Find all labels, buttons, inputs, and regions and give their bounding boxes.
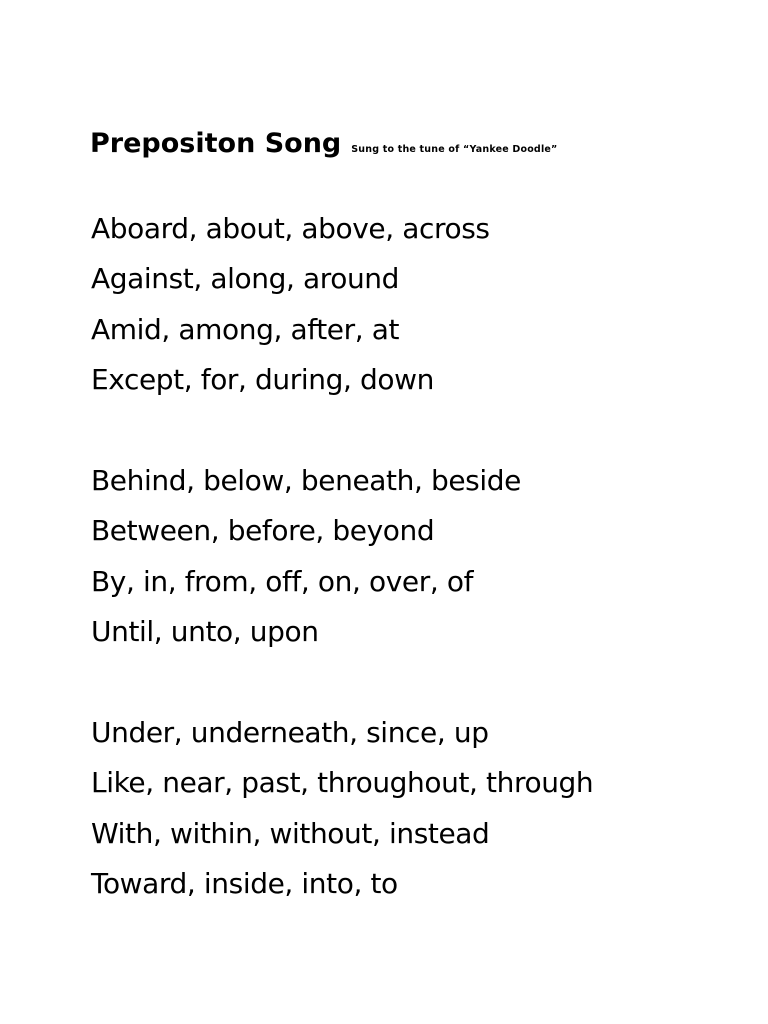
lyric-line: Against, along, around [91, 262, 400, 296]
lyric-line: Aboard, about, above, across [91, 212, 490, 245]
lyric-line: Under, underneath, since, up [91, 715, 489, 749]
stanza-3 [91, 710, 593, 912]
stanza-divider [91, 660, 593, 710]
page-title: Prepositon Song [90, 128, 342, 159]
lyric-line: With, within, without, instead [91, 816, 490, 850]
stanza-2 [91, 458, 593, 660]
lyric-line: Except, for, during, down [91, 363, 434, 397]
lyric-line: By, in, from, off, on, over, of [91, 564, 474, 598]
stanza-divider [91, 408, 593, 458]
lyric-line: Amid, among, after, at [91, 312, 400, 346]
title-row [90, 128, 557, 159]
lyric-line: Between, before, beyond [91, 514, 435, 548]
lyric-line: Toward, inside, into, to [91, 867, 398, 901]
lyric-line: Until, unto, upon [91, 615, 319, 649]
lyrics [91, 206, 593, 911]
lyric-line: Like, near, past, throughout, through [91, 766, 594, 800]
stanza-1 [91, 206, 593, 408]
page-subtitle: Sung to the tune of “Yankee Doodle” [351, 144, 558, 155]
lyric-line: Behind, below, beneath, beside [91, 463, 521, 497]
